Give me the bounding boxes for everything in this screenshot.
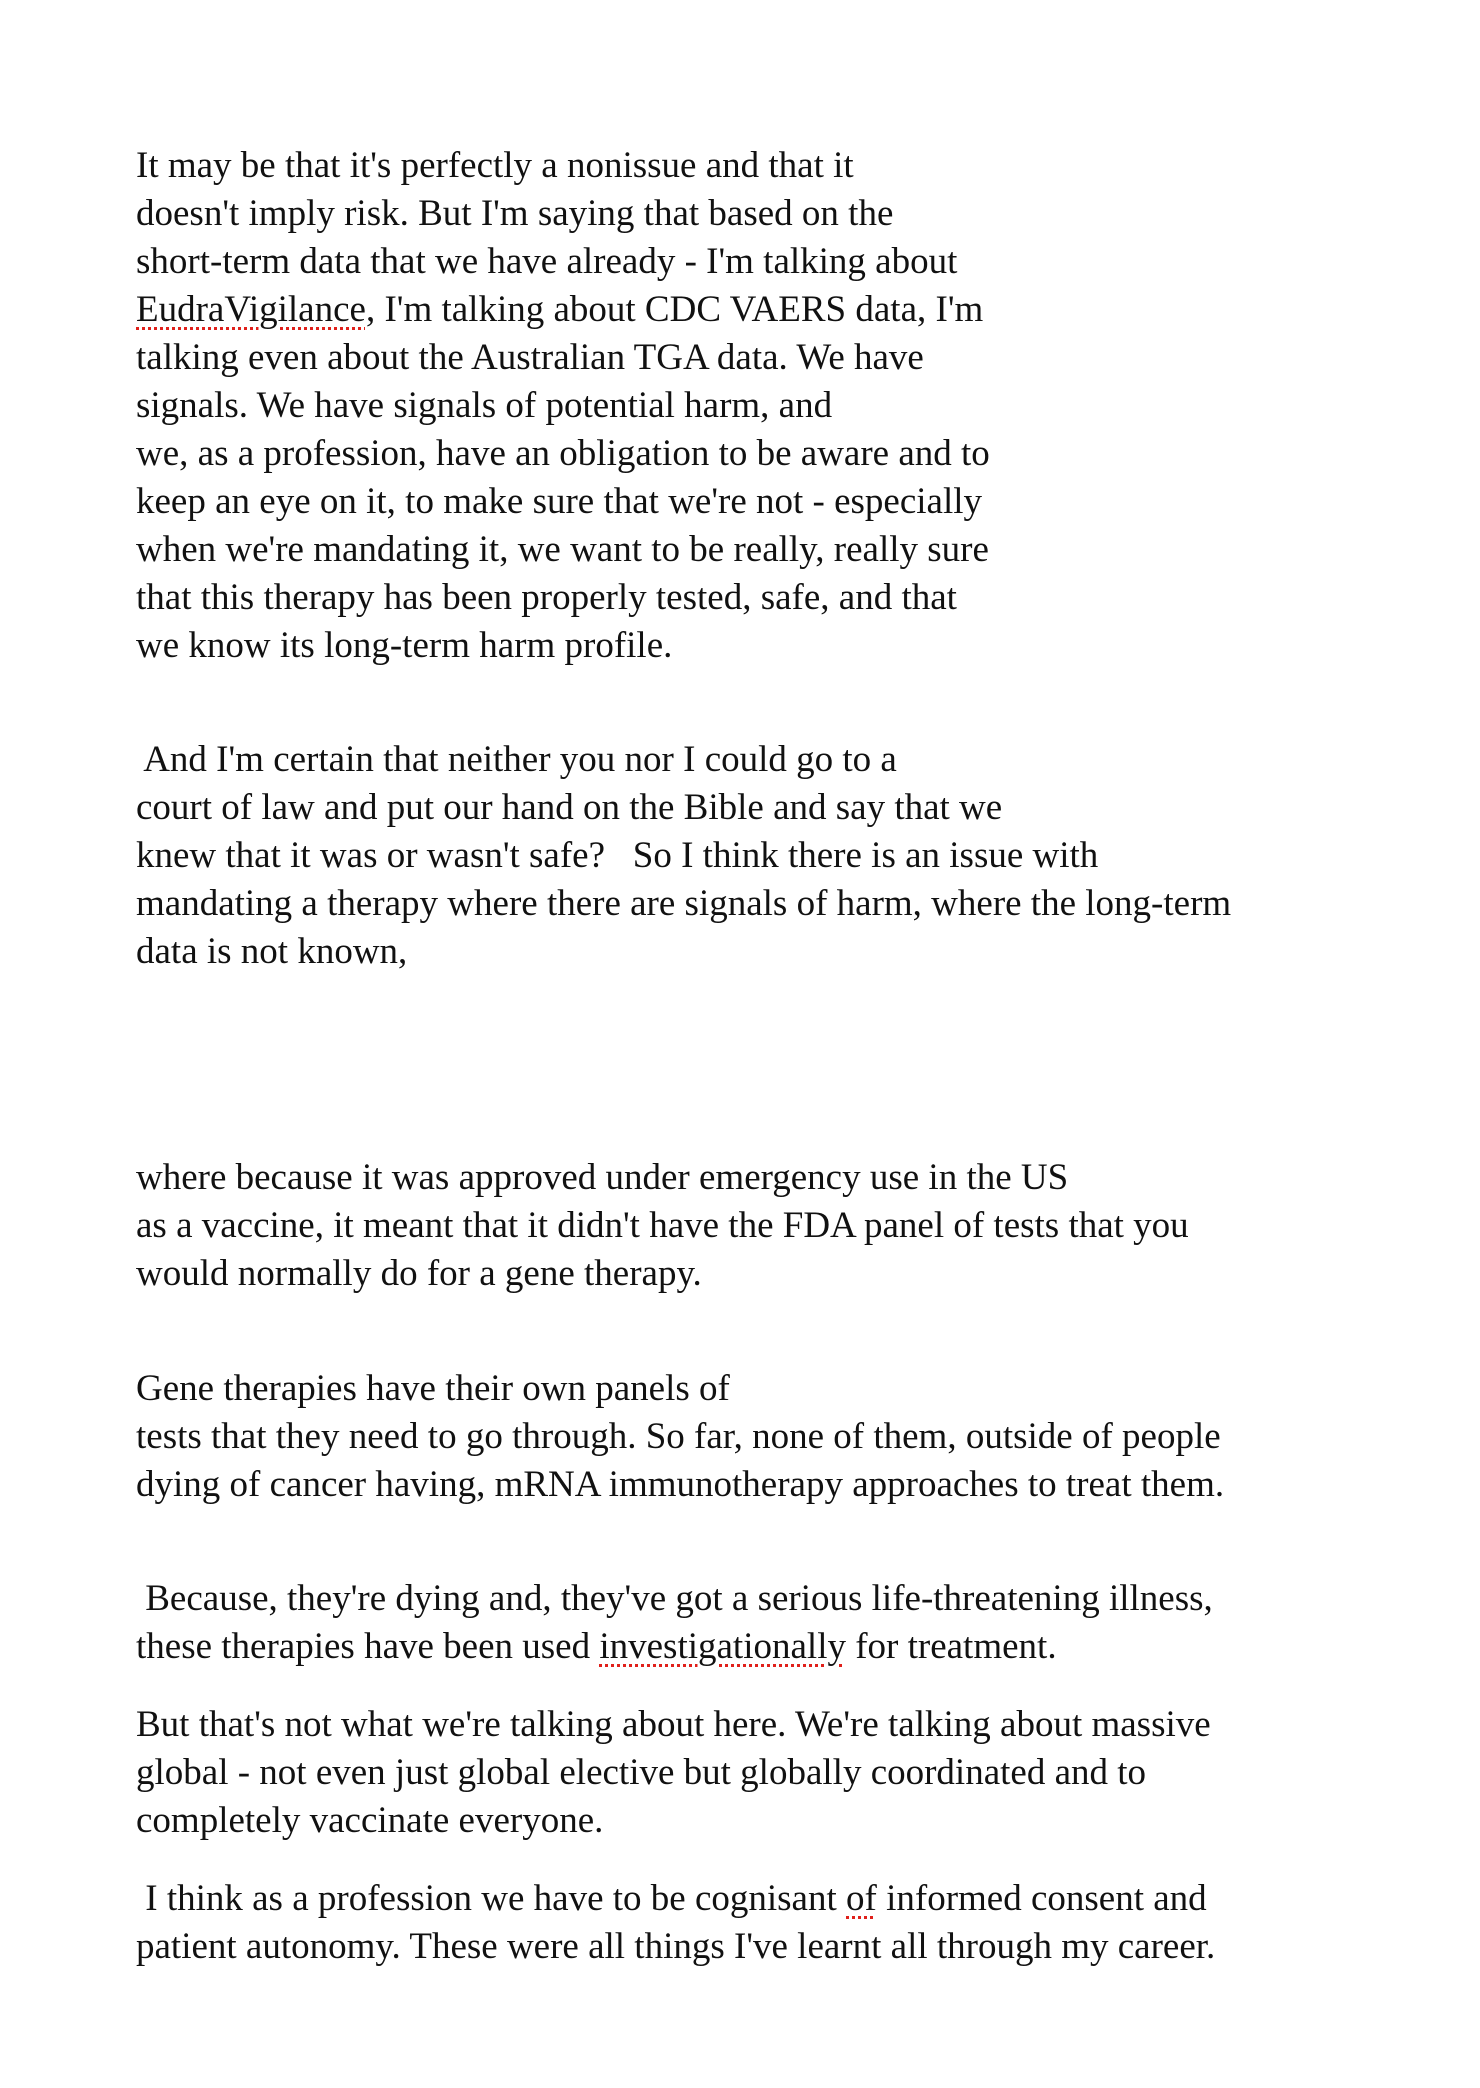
- text-line: But that's not what we're talking about here. We're talking about massive: [136, 1704, 1211, 1745]
- text-line: [136, 1623, 1057, 1671]
- spellcheck-flagged-word[interactable]: EudraVigilance: [136, 289, 366, 330]
- spellcheck-flagged-word[interactable]: investigationally: [599, 1626, 846, 1667]
- text-fragment: informed consent and: [876, 1878, 1207, 1919]
- text-line: we, as a profession, have an obligation to be aware and to: [136, 433, 990, 474]
- text-line: keep an eye on it, to make sure that we're not - especially: [136, 481, 983, 522]
- text-line: short-term data that we have already - I'm talking about: [136, 241, 958, 282]
- text-line: Because, they're dying and, they've got a serious life-threatening illness,: [136, 1578, 1213, 1619]
- text-line: And I'm certain that neither you nor I could go to a: [136, 739, 897, 780]
- text-line: It may be that it's perfectly a nonissue and that it: [136, 145, 854, 186]
- text-line: global - not even just global elective but globally coordinated and to: [136, 1752, 1147, 1793]
- text-fragment: for treatment.: [845, 1626, 1057, 1667]
- spellcheck-flagged-word[interactable]: of: [846, 1878, 877, 1919]
- text-fragment: I think as a profession we have to be cognisant: [136, 1878, 847, 1919]
- text-line: Gene therapies have their own panels of: [136, 1368, 730, 1409]
- text-line: [136, 286, 983, 334]
- text-line: data is not known,: [136, 931, 408, 972]
- text-line: mandating a therapy where there are signals of harm, where the long-term: [136, 883, 1232, 924]
- text-line: talking even about the Australian TGA data. We have: [136, 337, 924, 378]
- text-line: completely vaccinate everyone.: [136, 1800, 604, 1841]
- text-line: patient autonomy. These were all things I've learnt all through my career.: [136, 1926, 1216, 1967]
- text-fragment: these therapies have been used: [136, 1626, 600, 1667]
- text-fragment: , I'm talking about CDC VAERS data, I'm: [365, 289, 984, 330]
- text-line: as a vaccine, it meant that it didn't have the FDA panel of tests that you: [136, 1205, 1189, 1246]
- text-line: doesn't imply risk. But I'm saying that based on the: [136, 193, 894, 234]
- text-line: would normally do for a gene therapy.: [136, 1253, 702, 1294]
- text-line: where because it was approved under emergency use in the US: [136, 1157, 1069, 1198]
- text-line: we know its long-term harm profile.: [136, 625, 673, 666]
- text-line: dying of cancer having, mRNA immunotherapy approaches to treat them.: [136, 1464, 1225, 1505]
- text-line: when we're mandating it, we want to be really, really sure: [136, 529, 989, 570]
- text-line: signals. We have signals of potential harm, and: [136, 385, 833, 426]
- text-line: knew that it was or wasn't safe? So I think there is an issue with: [136, 835, 1099, 876]
- text-line: court of law and put our hand on the Bible and say that we: [136, 787, 1003, 828]
- text-line: tests that they need to go through. So far, none of them, outside of people: [136, 1416, 1221, 1457]
- text-line: that this therapy has been properly tested, safe, and that: [136, 577, 957, 618]
- text-line: [136, 1875, 1207, 1923]
